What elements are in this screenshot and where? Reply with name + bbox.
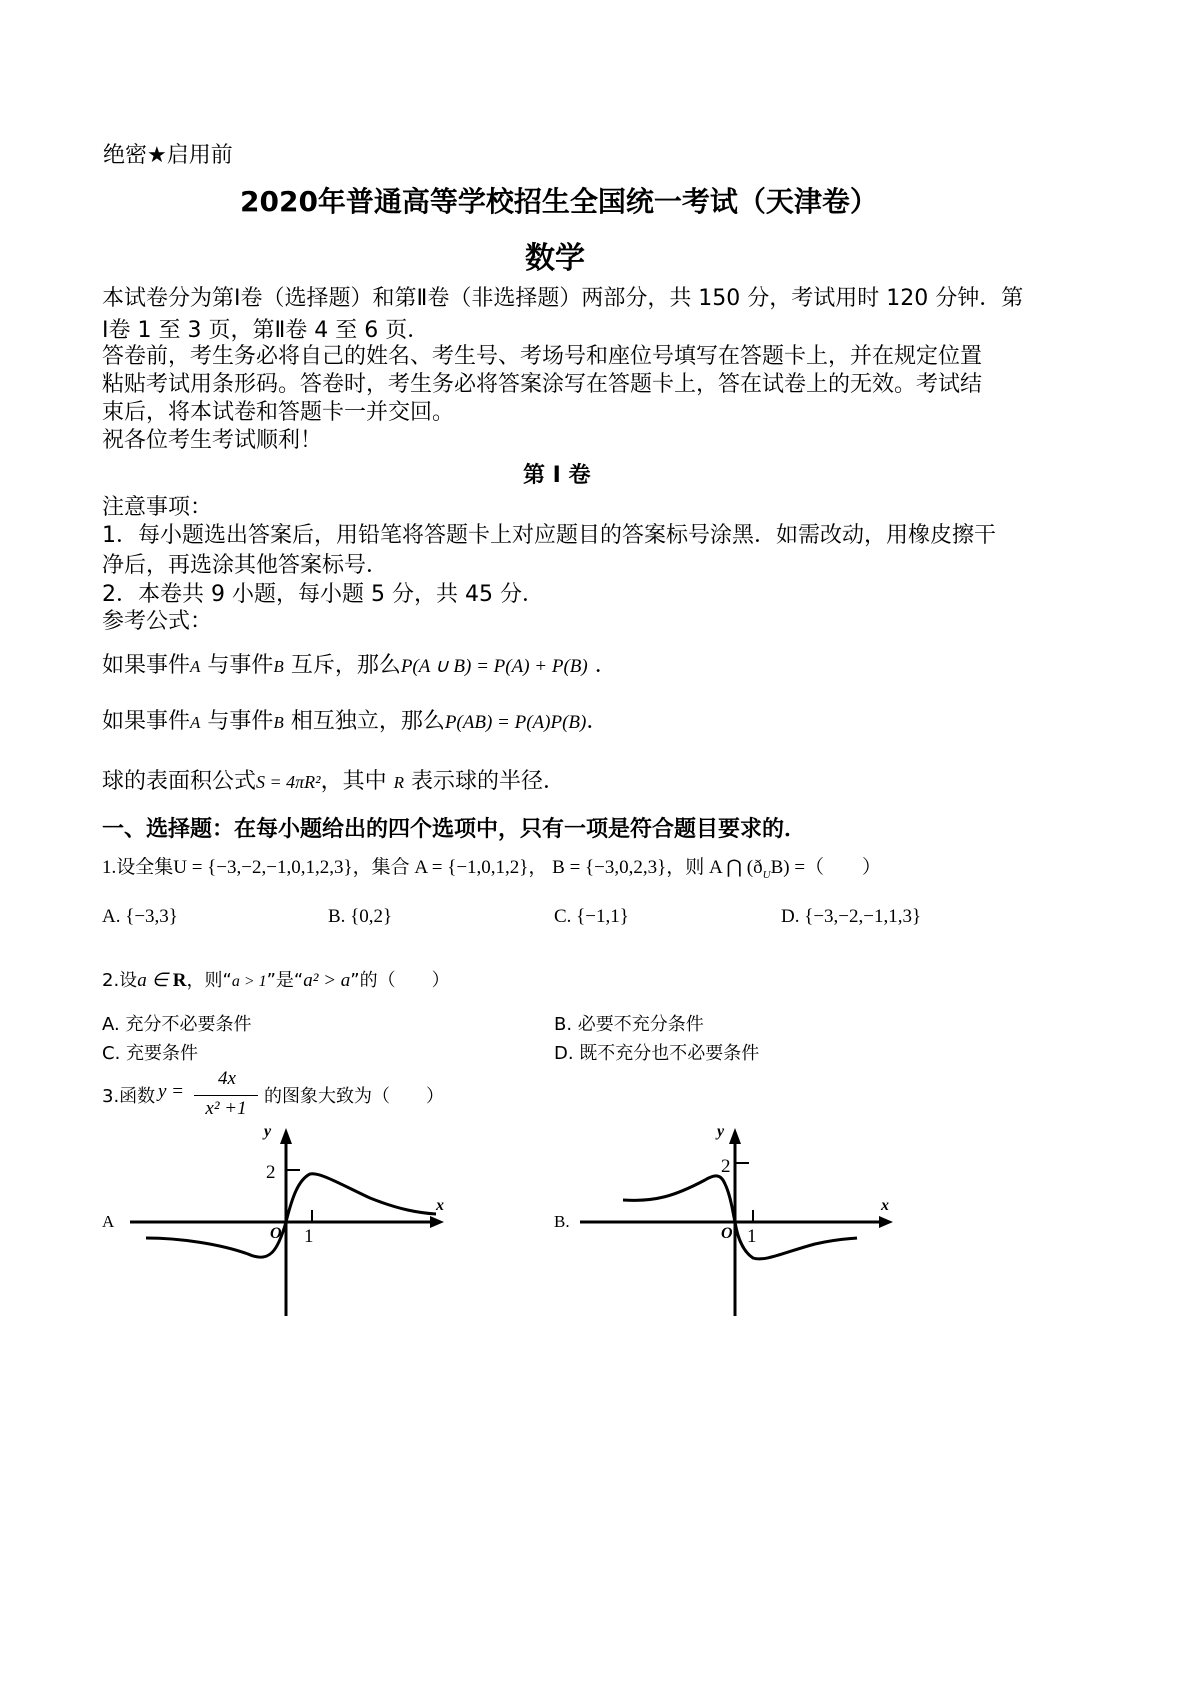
formula-text: 与事件 — [207, 709, 274, 734]
note-1-cont: 净后，再选涂其他答案标号． — [102, 553, 389, 578]
var-a: A — [190, 713, 201, 732]
sphere-expr: S = 4πR² — [256, 772, 321, 792]
question-1-stem — [102, 852, 881, 881]
formula-text: 与事件 — [207, 653, 274, 678]
intro-line-6: 祝各位考生考试顺利！ — [102, 428, 323, 453]
formula-expr: P(A ∪ B) = P(A) + P(B) — [400, 656, 588, 677]
secret-mark: 绝密★启用前 — [103, 143, 233, 168]
q3-numerator: 4x — [218, 1068, 236, 1089]
section1-heading: 一、选择题：在每小题给出的四个选项中，只有一项是符合题目要求的． — [102, 817, 807, 842]
q1-option-b[interactable]: B. {0,2} — [328, 906, 393, 927]
sphere-formula — [102, 764, 565, 795]
question-2-stem — [102, 966, 450, 992]
q3-denominator: x² +1 — [205, 1098, 247, 1119]
sphere-text: 表示球的半径． — [410, 769, 565, 794]
graph-b — [575, 1118, 905, 1318]
origin-label: O — [270, 1225, 282, 1242]
y-arrow-icon — [280, 1128, 292, 1144]
intro-line-5: 束后，将本试卷和答题卡一并交回。 — [102, 400, 455, 425]
q2-text: 2.设 — [102, 970, 138, 991]
q3-text-end: 的图象大致为（ ） — [264, 1086, 444, 1107]
graph-a-label[interactable]: A — [102, 1212, 115, 1231]
var-b: B — [273, 657, 284, 676]
q2-math: a² > a — [303, 970, 351, 991]
formula-expr: P(AB) = P(A)P(B) — [444, 712, 587, 733]
x-arrow-icon — [430, 1216, 444, 1228]
var-r: R — [393, 773, 404, 792]
formula-title: 参考公式： — [102, 609, 213, 634]
var-b: B — [273, 713, 284, 732]
q1-stem-text: 1.设全集U = {−3,−2,−1,0,1,2,3}，集合 A = {−1,0,1,2}， B = {−3,0,2,3}，则 A ⋂ (ð — [102, 857, 763, 878]
exam-title: 2020年普通高等学校招生全国统一考试（天津卷） — [240, 185, 878, 218]
formula-text: 如果事件 — [102, 709, 191, 734]
intro-line-4: 粘贴考试用条形码。答卷时，考生务必将答案涂写在答题卡上，答在试卷上的无效。考试结 — [102, 372, 983, 397]
x-tick-label: 1 — [747, 1226, 757, 1247]
graph-b-label[interactable]: B. — [554, 1212, 570, 1231]
part1-heading: 第 I 卷 — [523, 463, 591, 488]
note-2: 2．本卷共 9 小题，每小题 5 分，共 45 分． — [102, 582, 544, 607]
y-axis-label: y — [717, 1123, 725, 1140]
y-tick-label: 2 — [721, 1156, 731, 1177]
intro-line-2: Ⅰ卷 1 至 3 页，第Ⅱ卷 4 至 6 页． — [102, 318, 430, 343]
curve — [623, 1176, 857, 1259]
q3-text: 3.函数 — [102, 1086, 156, 1107]
y-axis-label: y — [264, 1123, 272, 1140]
formula-independent — [102, 704, 608, 735]
x-arrow-icon — [879, 1216, 893, 1228]
x-axis-label: x — [881, 1197, 889, 1214]
q2-bold-r: R — [172, 970, 187, 991]
q3-y-equals: y = — [158, 1081, 185, 1102]
intro-line-1: 本试卷分为第Ⅰ卷（选择题）和第Ⅱ卷（非选择题）两部分，共 150 分，考试用时 120 分钟．第 — [102, 286, 1024, 311]
q2-text: ”的（ ） — [350, 970, 450, 991]
q2-math: a ∈ — [137, 970, 173, 991]
formula-exclusive — [102, 648, 617, 679]
y-tick-label: 2 — [266, 1162, 276, 1183]
q2-option-a[interactable]: A. 充分不必要条件 — [102, 1014, 252, 1035]
q2-text: ，则“ — [186, 970, 232, 991]
q2-option-b[interactable]: B. 必要不充分条件 — [554, 1014, 704, 1035]
var-a: A — [190, 657, 201, 676]
q2-option-c[interactable]: C. 充要条件 — [102, 1043, 199, 1064]
formula-end: ． — [586, 709, 609, 734]
q1-subscript: U — [762, 868, 771, 881]
y-arrow-icon — [729, 1128, 741, 1144]
sphere-text: 球的表面积公式 — [102, 769, 257, 794]
formula-text: 互斥，那么 — [290, 653, 401, 678]
formula-end: ． — [594, 653, 617, 678]
origin-label: O — [721, 1225, 733, 1242]
x-axis-label: x — [436, 1197, 444, 1214]
q1-option-d[interactable]: D. {−3,−2,−1,1,3} — [781, 906, 922, 927]
sphere-text: ，其中 — [320, 769, 387, 794]
formula-text: 如果事件 — [102, 653, 191, 678]
q2-option-d[interactable]: D. 既不充分也不必要条件 — [554, 1043, 760, 1064]
q2-text: ”是“ — [266, 970, 304, 991]
curve — [146, 1174, 436, 1257]
q1-stem-end: B) =（ ） — [770, 857, 882, 878]
intro-line-3: 答卷前，考生务必将自己的姓名、考生号、考场号和座位号填写在答题卡上，并在规定位置 — [102, 344, 983, 369]
note-1: 1．每小题选出答案后，用铅笔将答题卡上对应题目的答案标号涂黑．如需改动，用橡皮擦干 — [102, 523, 997, 548]
q1-option-a[interactable]: A. {−3,3} — [102, 906, 178, 927]
fraction-bar — [194, 1095, 258, 1096]
q1-option-c[interactable]: C. {−1,1} — [554, 906, 629, 927]
formula-text: 相互独立，那么 — [290, 709, 445, 734]
subject-title: 数学 — [525, 241, 585, 276]
notes-title: 注意事项： — [102, 495, 213, 520]
q2-math: a > 1 — [231, 973, 267, 990]
graph-a — [120, 1118, 450, 1318]
x-tick-label: 1 — [304, 1226, 314, 1247]
